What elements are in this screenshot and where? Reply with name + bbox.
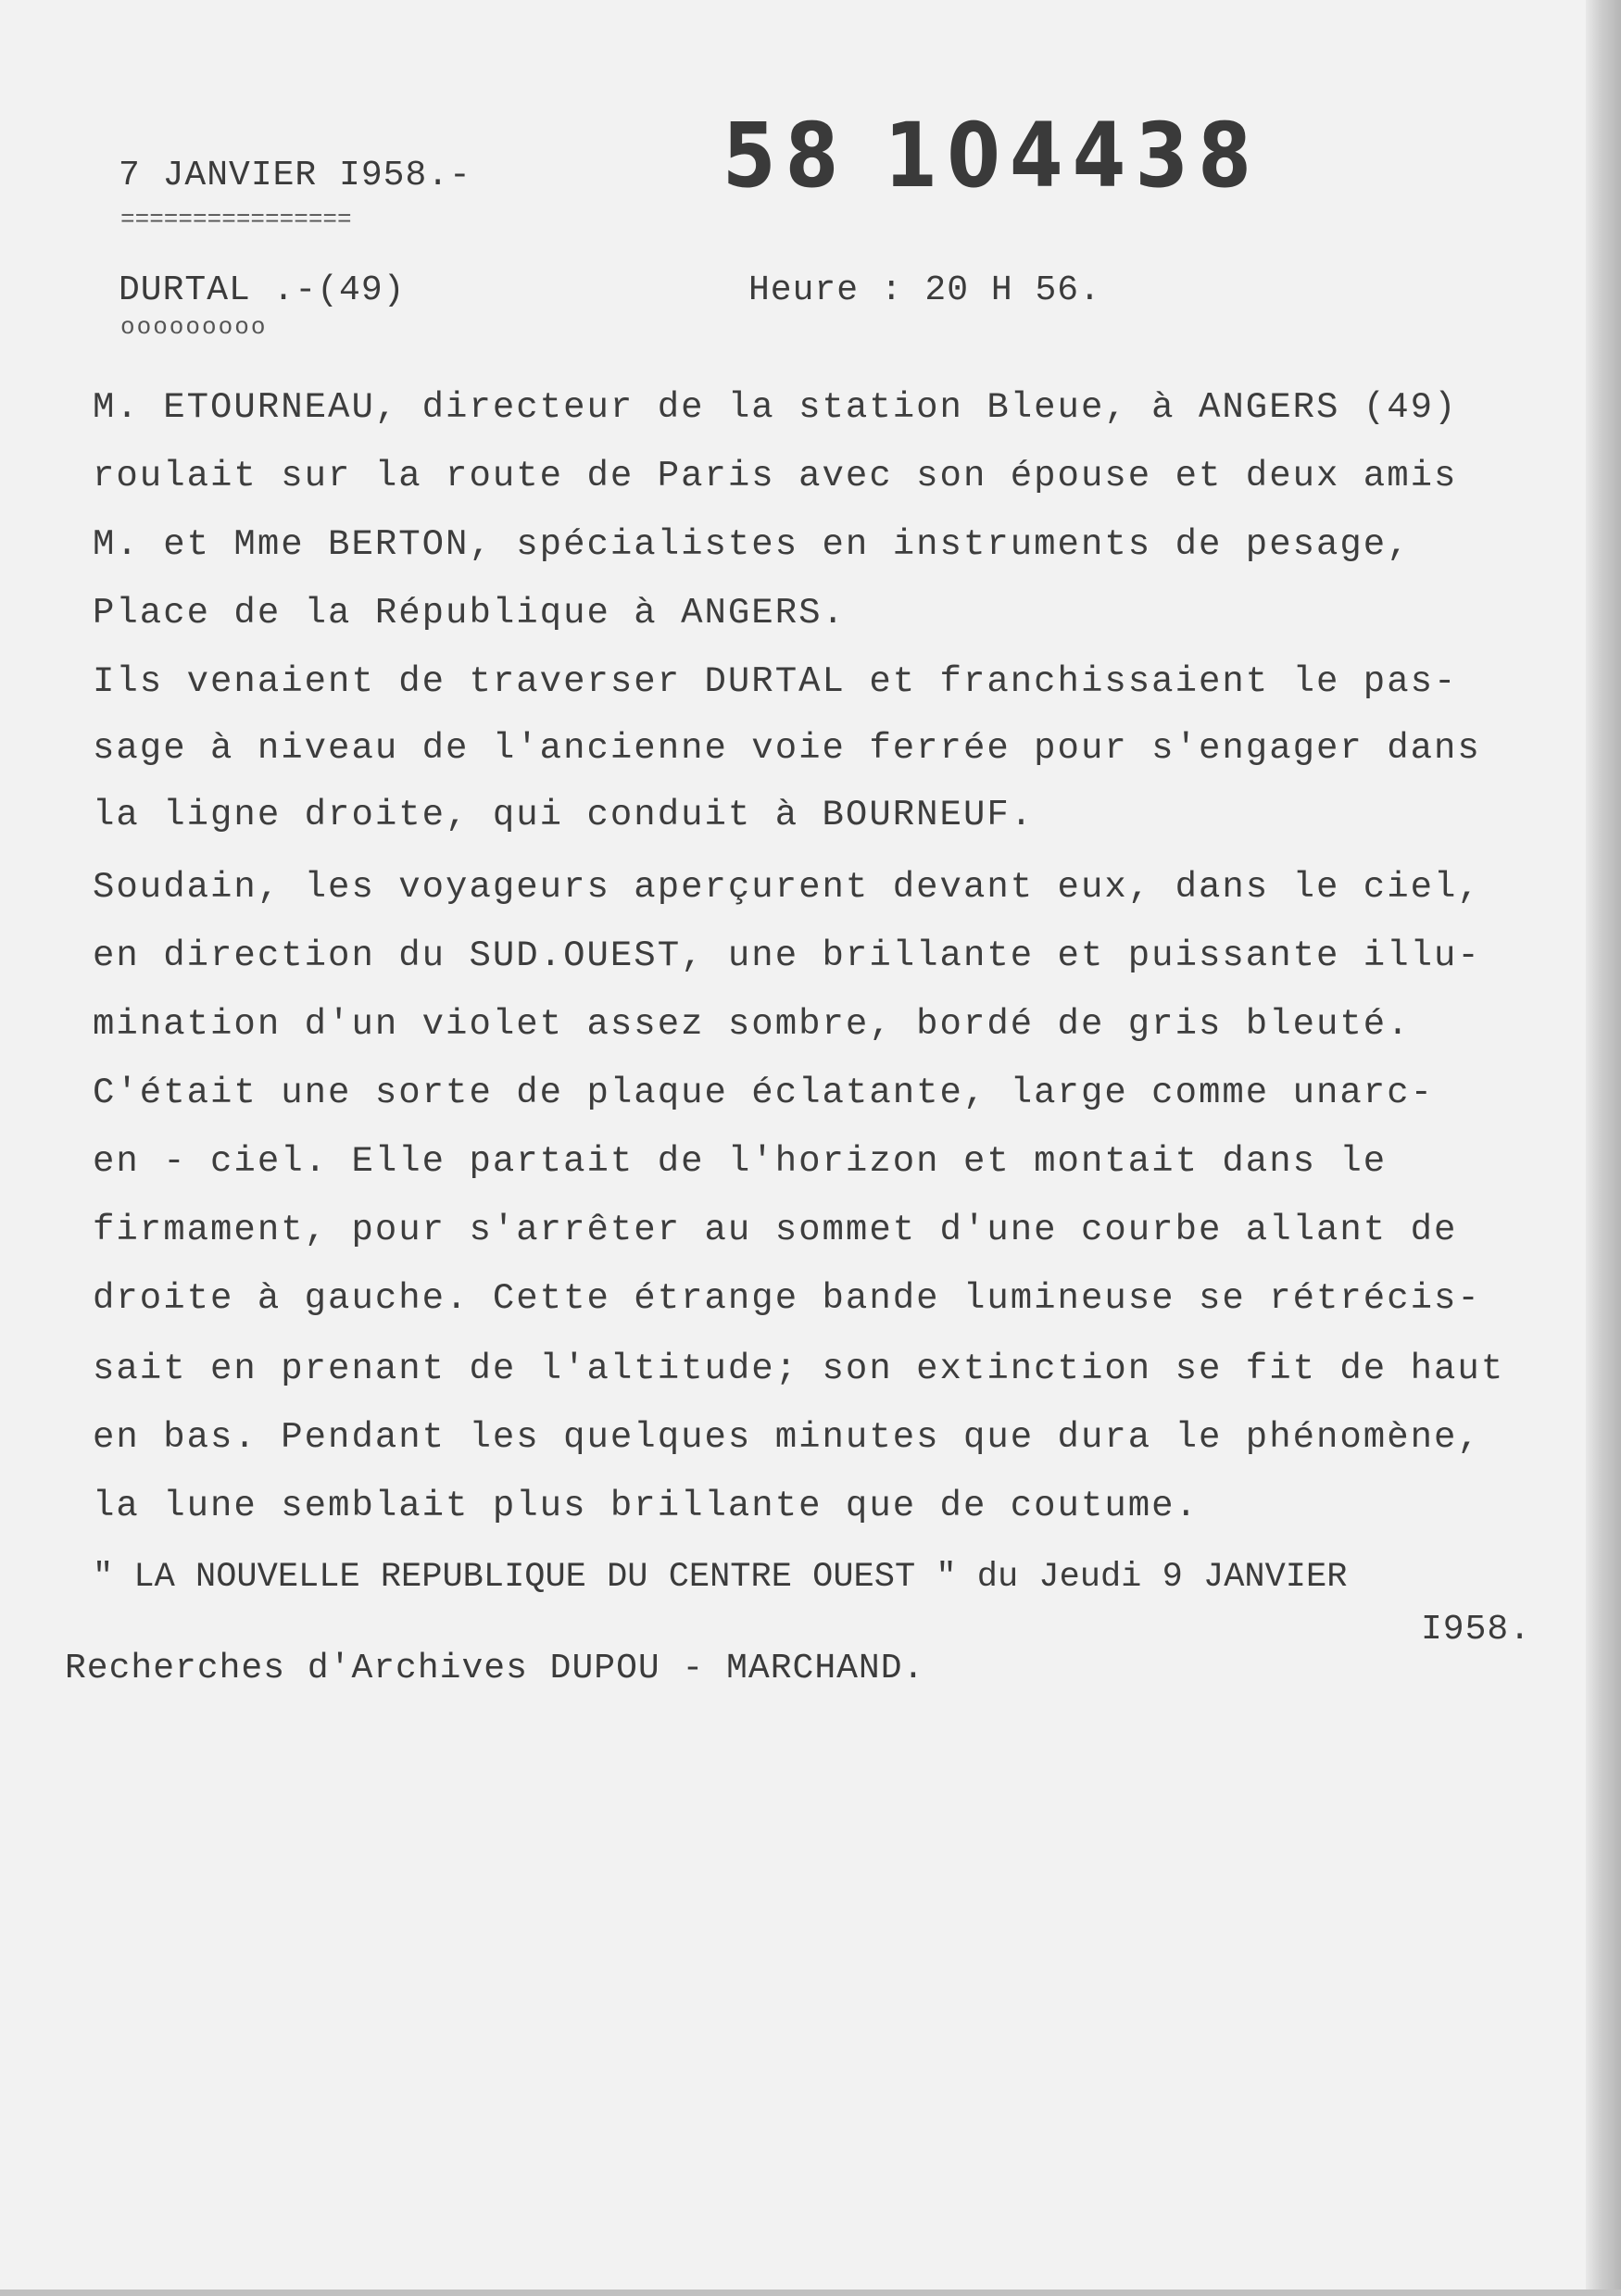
place-underline: ooooooooo [120, 313, 268, 341]
document-date: 7 JANVIER I958.- [119, 156, 471, 195]
source-year: I958. [1421, 1610, 1532, 1650]
event-time: Heure : 20 H 56. [748, 270, 1101, 310]
document-place: DURTAL .-(49) [119, 270, 406, 310]
archive-stamp-number: 58 104438 [723, 104, 1262, 207]
body-line: droite à gauche. Cette étrange bande lumineuse se rétrécis- [93, 1278, 1481, 1319]
date-underline: ================ [120, 206, 352, 233]
page-edge-shadow [1586, 0, 1621, 2296]
page-bottom-edge [0, 2290, 1621, 2296]
body-line: la lune semblait plus brillante que de coutume. [93, 1486, 1199, 1526]
body-line: sait en prenant de l'altitude; son extinction se fit de haut [93, 1349, 1505, 1389]
body-line: la ligne droite, qui conduit à BOURNEUF. [93, 795, 1035, 835]
body-line: en direction du SUD.OUEST, une brillante et puissante illu- [93, 935, 1481, 976]
body-line: roulait sur la route de Paris avec son épouse et deux amis [93, 456, 1458, 496]
body-line: C'était une sorte de plaque éclatante, large comme unarc- [93, 1073, 1435, 1113]
source-citation: " LA NOUVELLE REPUBLIQUE DU CENTRE OUEST " du Jeudi 9 JANVIER [93, 1558, 1348, 1597]
body-line: Place de la République à ANGERS. [93, 593, 846, 634]
body-line: mination d'un violet assez sombre, bordé de gris bleuté. [93, 1004, 1411, 1045]
archive-credit: Recherches d'Archives DUPOU - MARCHAND. [65, 1649, 925, 1688]
body-line: firmament, pour s'arrêter au sommet d'une courbe allant de [93, 1210, 1458, 1250]
body-line: sage à niveau de l'ancienne voie ferrée pour s'engager dans [93, 728, 1481, 769]
body-line: Ils venaient de traverser DURTAL et franchissaient le pas- [93, 661, 1458, 702]
body-line: M. ETOURNEAU, directeur de la station Bleue, à ANGERS (49) [93, 387, 1458, 428]
body-line: en - ciel. Elle partait de l'horizon et montait dans le [93, 1141, 1388, 1182]
body-line: en bas. Pendant les quelques minutes que dura le phénomène, [93, 1417, 1481, 1458]
body-line: Soudain, les voyageurs aperçurent devant eux, dans le ciel, [93, 867, 1481, 908]
body-line: M. et Mme BERTON, spécialistes en instruments de pesage, [93, 524, 1411, 565]
